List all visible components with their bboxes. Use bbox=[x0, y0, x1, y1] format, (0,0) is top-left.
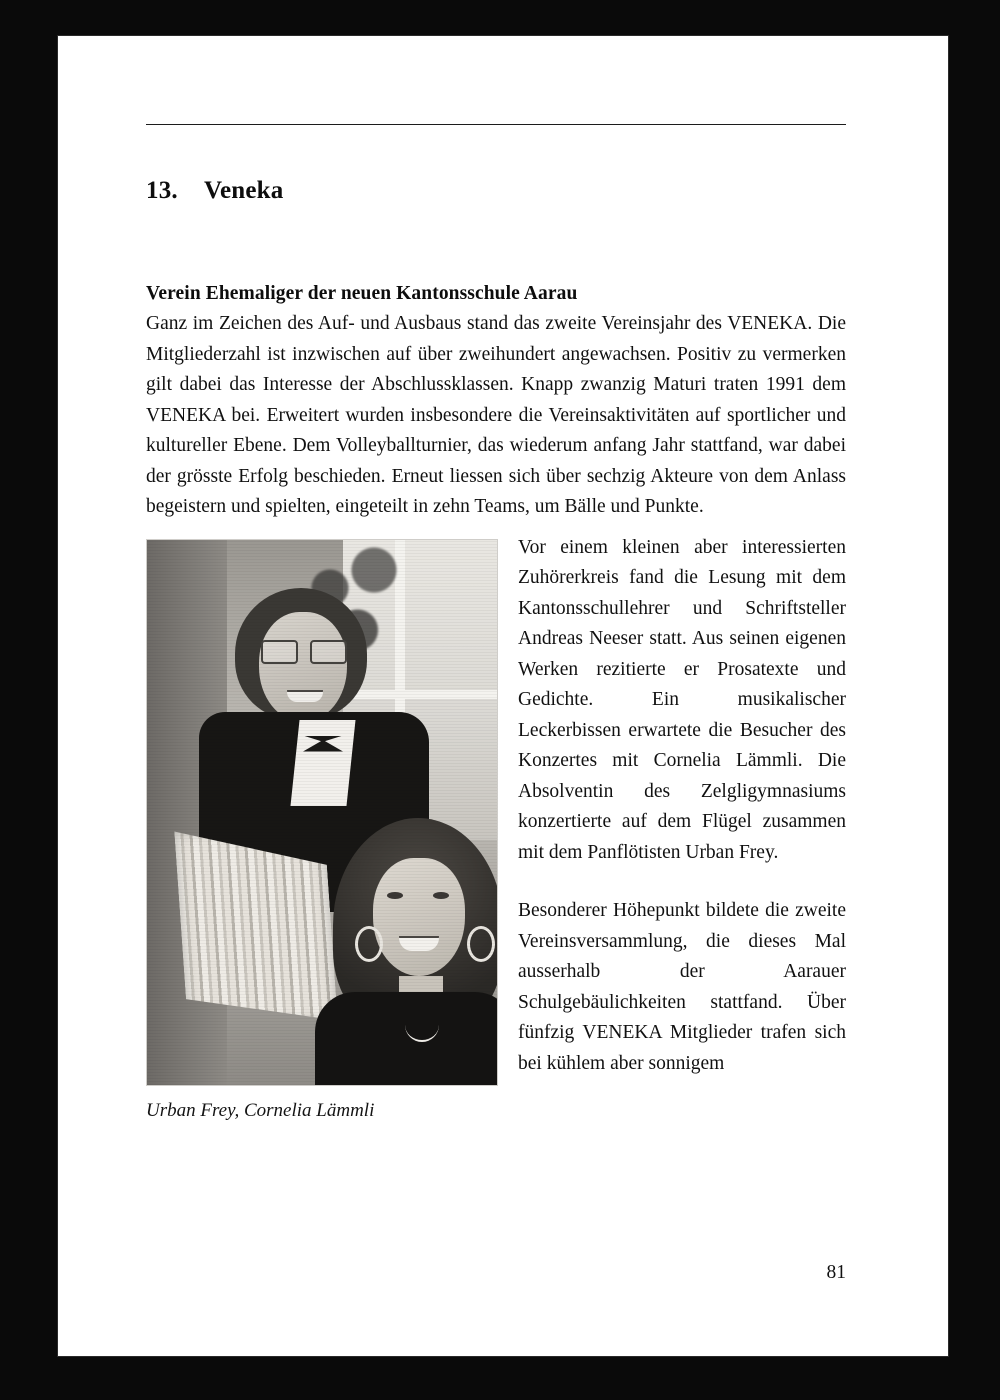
page-content-area bbox=[146, 124, 846, 1284]
figure-and-columns bbox=[146, 533, 846, 1121]
glasses-icon bbox=[261, 640, 347, 660]
woman-face bbox=[373, 858, 465, 976]
section-heading: Verein Ehemaliger der neuen Kantonsschule Aarau bbox=[146, 283, 578, 304]
woman-jacket bbox=[315, 992, 498, 1086]
chapter-title: Veneka bbox=[204, 177, 284, 204]
earring-right bbox=[467, 926, 495, 962]
woman-eyes bbox=[385, 892, 455, 900]
photo-two-musicians-panflute bbox=[146, 539, 498, 1086]
column-paragraph-2: Besonderer Höhepunkt bildete die zweite Vereinsversammlung, die dieses Mal ausserhalb der Aarauer Schulgebäulichkeiten stattfand. Über fünfzig VENEKA Mitglieder trafen sich bei kühlem aber sonnigem bbox=[518, 900, 846, 1074]
chapter-number: 13. bbox=[146, 177, 178, 204]
document-page bbox=[58, 36, 948, 1356]
header-rule bbox=[146, 124, 846, 125]
figure-caption: Urban Frey, Cornelia Lämmli bbox=[146, 1099, 375, 1121]
man-smile bbox=[287, 692, 323, 702]
right-column bbox=[518, 533, 846, 1080]
man-shirt bbox=[290, 720, 355, 806]
column-paragraph-1: Vor einem kleinen aber interessierten Zuhörerkreis fand die Lesung mit dem Kantonsschullehrer und Schriftsteller Andreas Neeser statt. Aus seinen eigenen Werken rezitierte er Prosatexte und Gedichte. Ein musikalischer Leckerbissen erwartete die Besucher des Konzertes mit Cornelia Lämmli. Die Absolventin des Zelgligymnasiums konzertierte auf dem Flügel zusammen mit dem Panflötisten Urban Frey. bbox=[518, 536, 846, 863]
woman-smile bbox=[399, 938, 439, 951]
intro-paragraph: Ganz im Zeichen des Auf- und Ausbaus stand das zweite Vereinsjahr des VENEKA. Die Mitgliederzahl ist inzwischen auf über zweihundert angewachsen. Positiv zu vermerken gilt dabei das Interesse der Abschlussklassen. Knapp zwanzig Maturi traten 1991 dem VENEKA bei. Erweitert wurden insbesondere die Vereinsaktivitäten auf sportlicher und kultureller Ebene. Dem Volleyballturnier, das wiederum anfang Jahr stattfand, war dabei der grösste Erfolg beschieden. Erneut liessen sich über sechzig Akteure von dem Anlass begeistern und spielten, eingeteilt in zehn Teams, um Bälle und Punkte. bbox=[146, 313, 846, 517]
earring-left bbox=[355, 926, 383, 962]
page-number: 81 bbox=[826, 1262, 846, 1283]
man-face bbox=[259, 612, 347, 722]
chapter-heading bbox=[146, 177, 846, 205]
figure bbox=[146, 539, 496, 1122]
necklace bbox=[405, 1010, 439, 1042]
